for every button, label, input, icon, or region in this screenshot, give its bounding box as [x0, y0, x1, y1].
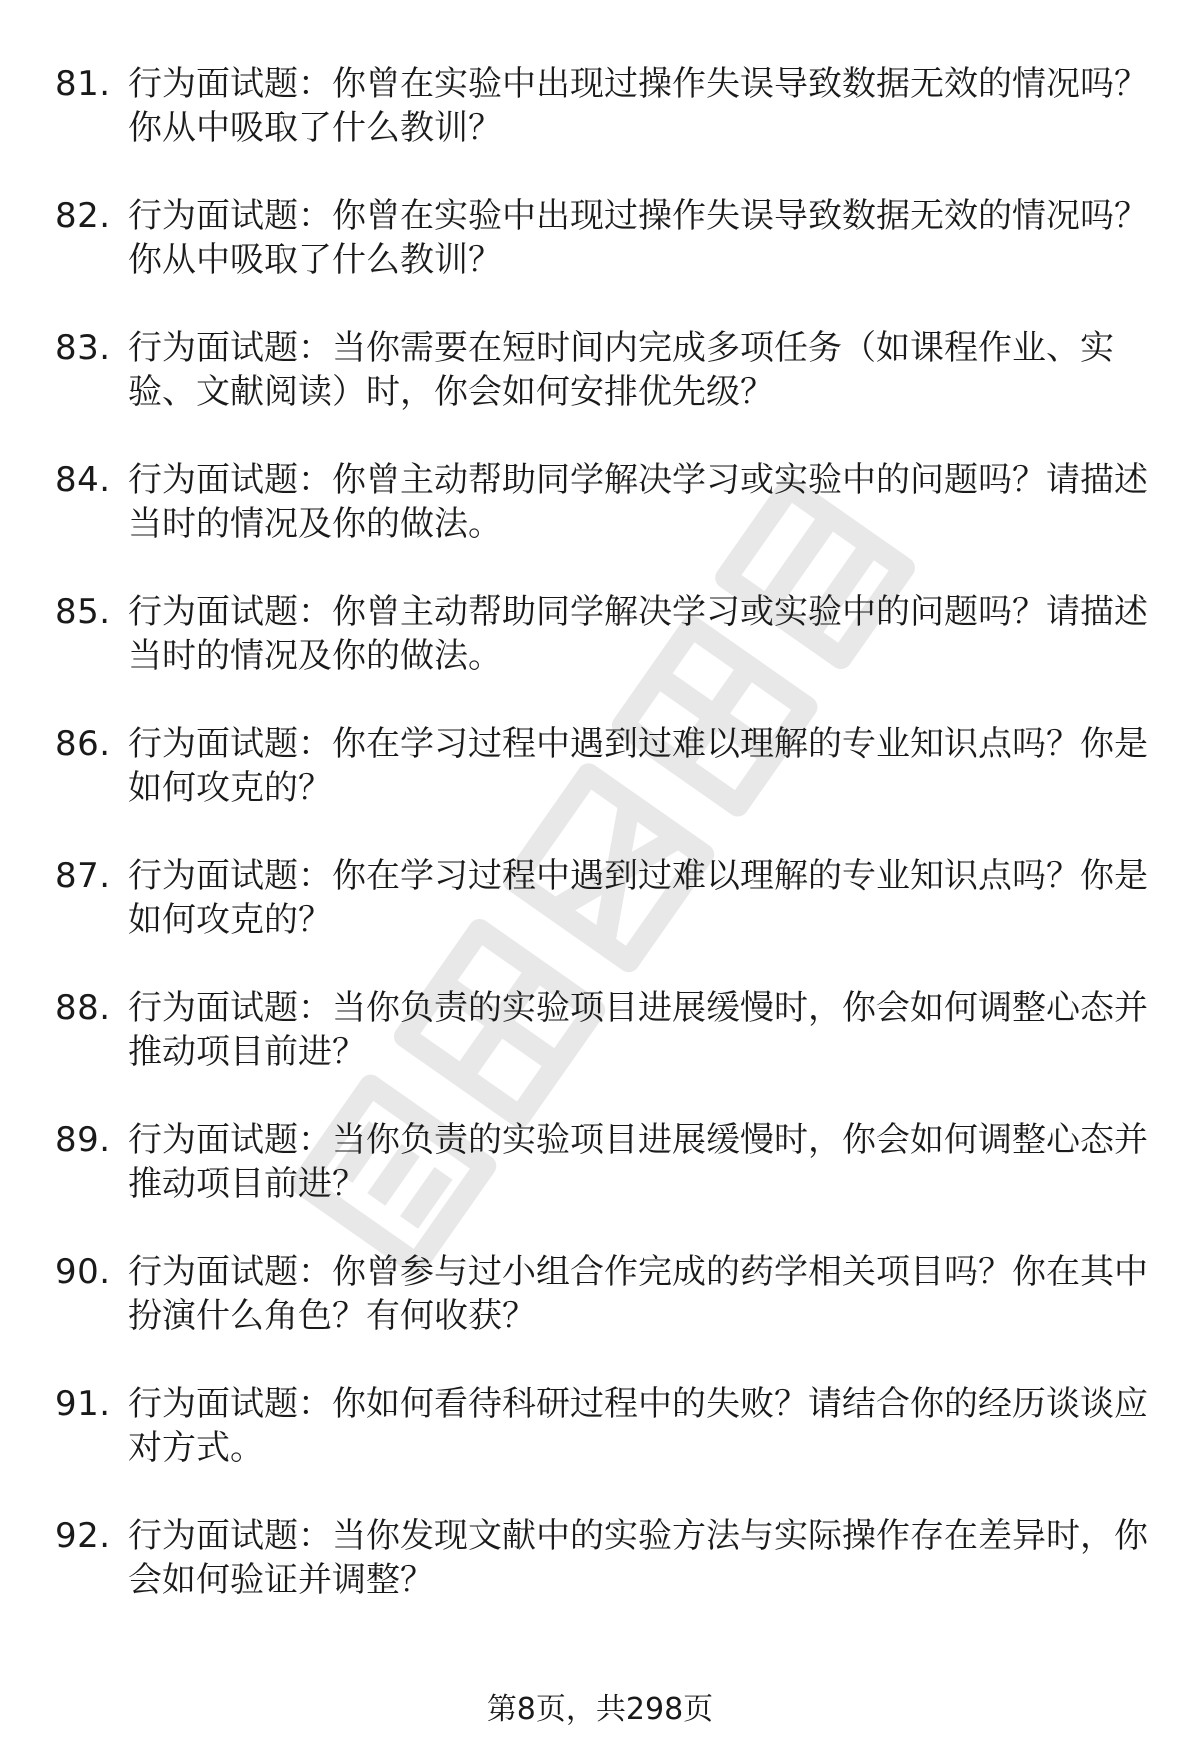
question-item: [55, 854, 1155, 986]
question-number: 90.: [55, 1252, 111, 1292]
question-item: [55, 1118, 1155, 1250]
question-item: [55, 62, 1155, 194]
question-text: 行为面试题：当你负责的实验项目进展缓慢时，你会如何调整心态并推动项目前进？: [128, 988, 1148, 1072]
question-number: 88.: [55, 988, 111, 1028]
page-number-label: 第8页，共298页: [486, 1692, 714, 1727]
question-item: [55, 1250, 1155, 1382]
question-item: [55, 722, 1155, 854]
question-item: [55, 986, 1155, 1118]
page-footer: [0, 1690, 1200, 1730]
question-text: 行为面试题：当你需要在短时间内完成多项任务（如课程作业、实验、文献阅读）时，你会如何安排优先级？: [128, 328, 1114, 412]
question-text: 行为面试题：你在学习过程中遇到过难以理解的专业知识点吗？你是如何攻克的？: [128, 724, 1148, 808]
question-item: [55, 590, 1155, 722]
question-text: 行为面试题：你曾主动帮助同学解决学习或实验中的问题吗？请描述当时的情况及你的做法。: [128, 592, 1148, 676]
question-number: 86.: [55, 724, 111, 764]
question-number: 85.: [55, 592, 111, 632]
question-number: 83.: [55, 328, 111, 368]
question-number: 82.: [55, 196, 111, 236]
question-item: [55, 1514, 1155, 1646]
question-text: 行为面试题：你曾参与过小组合作完成的药学相关项目吗？你在其中扮演什么角色？有何收获？: [128, 1252, 1148, 1336]
question-text: 行为面试题：你如何看待科研过程中的失败？请结合你的经历谈谈应对方式。: [128, 1384, 1148, 1468]
question-text: 行为面试题：你在学习过程中遇到过难以理解的专业知识点吗？你是如何攻克的？: [128, 856, 1148, 940]
question-number: 81.: [55, 64, 111, 104]
question-text: 行为面试题：你曾主动帮助同学解决学习或实验中的问题吗？请描述当时的情况及你的做法。: [128, 460, 1148, 544]
question-item: [55, 194, 1155, 326]
question-number: 84.: [55, 460, 111, 500]
question-text: 行为面试题：你曾在实验中出现过操作失误导致数据无效的情况吗？你从中吸取了什么教训？: [128, 196, 1148, 280]
question-number: 89.: [55, 1120, 111, 1160]
question-item: [55, 458, 1155, 590]
question-item: [55, 1382, 1155, 1514]
question-list: [55, 62, 1155, 1646]
question-text: 行为面试题：你曾在实验中出现过操作失误导致数据无效的情况吗？你从中吸取了什么教训？: [128, 64, 1148, 148]
question-number: 92.: [55, 1516, 111, 1556]
question-number: 91.: [55, 1384, 111, 1424]
question-text: 行为面试题：当你发现文献中的实验方法与实际操作存在差异时，你会如何验证并调整？: [128, 1516, 1148, 1600]
question-item: [55, 326, 1155, 458]
question-number: 87.: [55, 856, 111, 896]
question-text: 行为面试题：当你负责的实验项目进展缓慢时，你会如何调整心态并推动项目前进？: [128, 1120, 1148, 1204]
